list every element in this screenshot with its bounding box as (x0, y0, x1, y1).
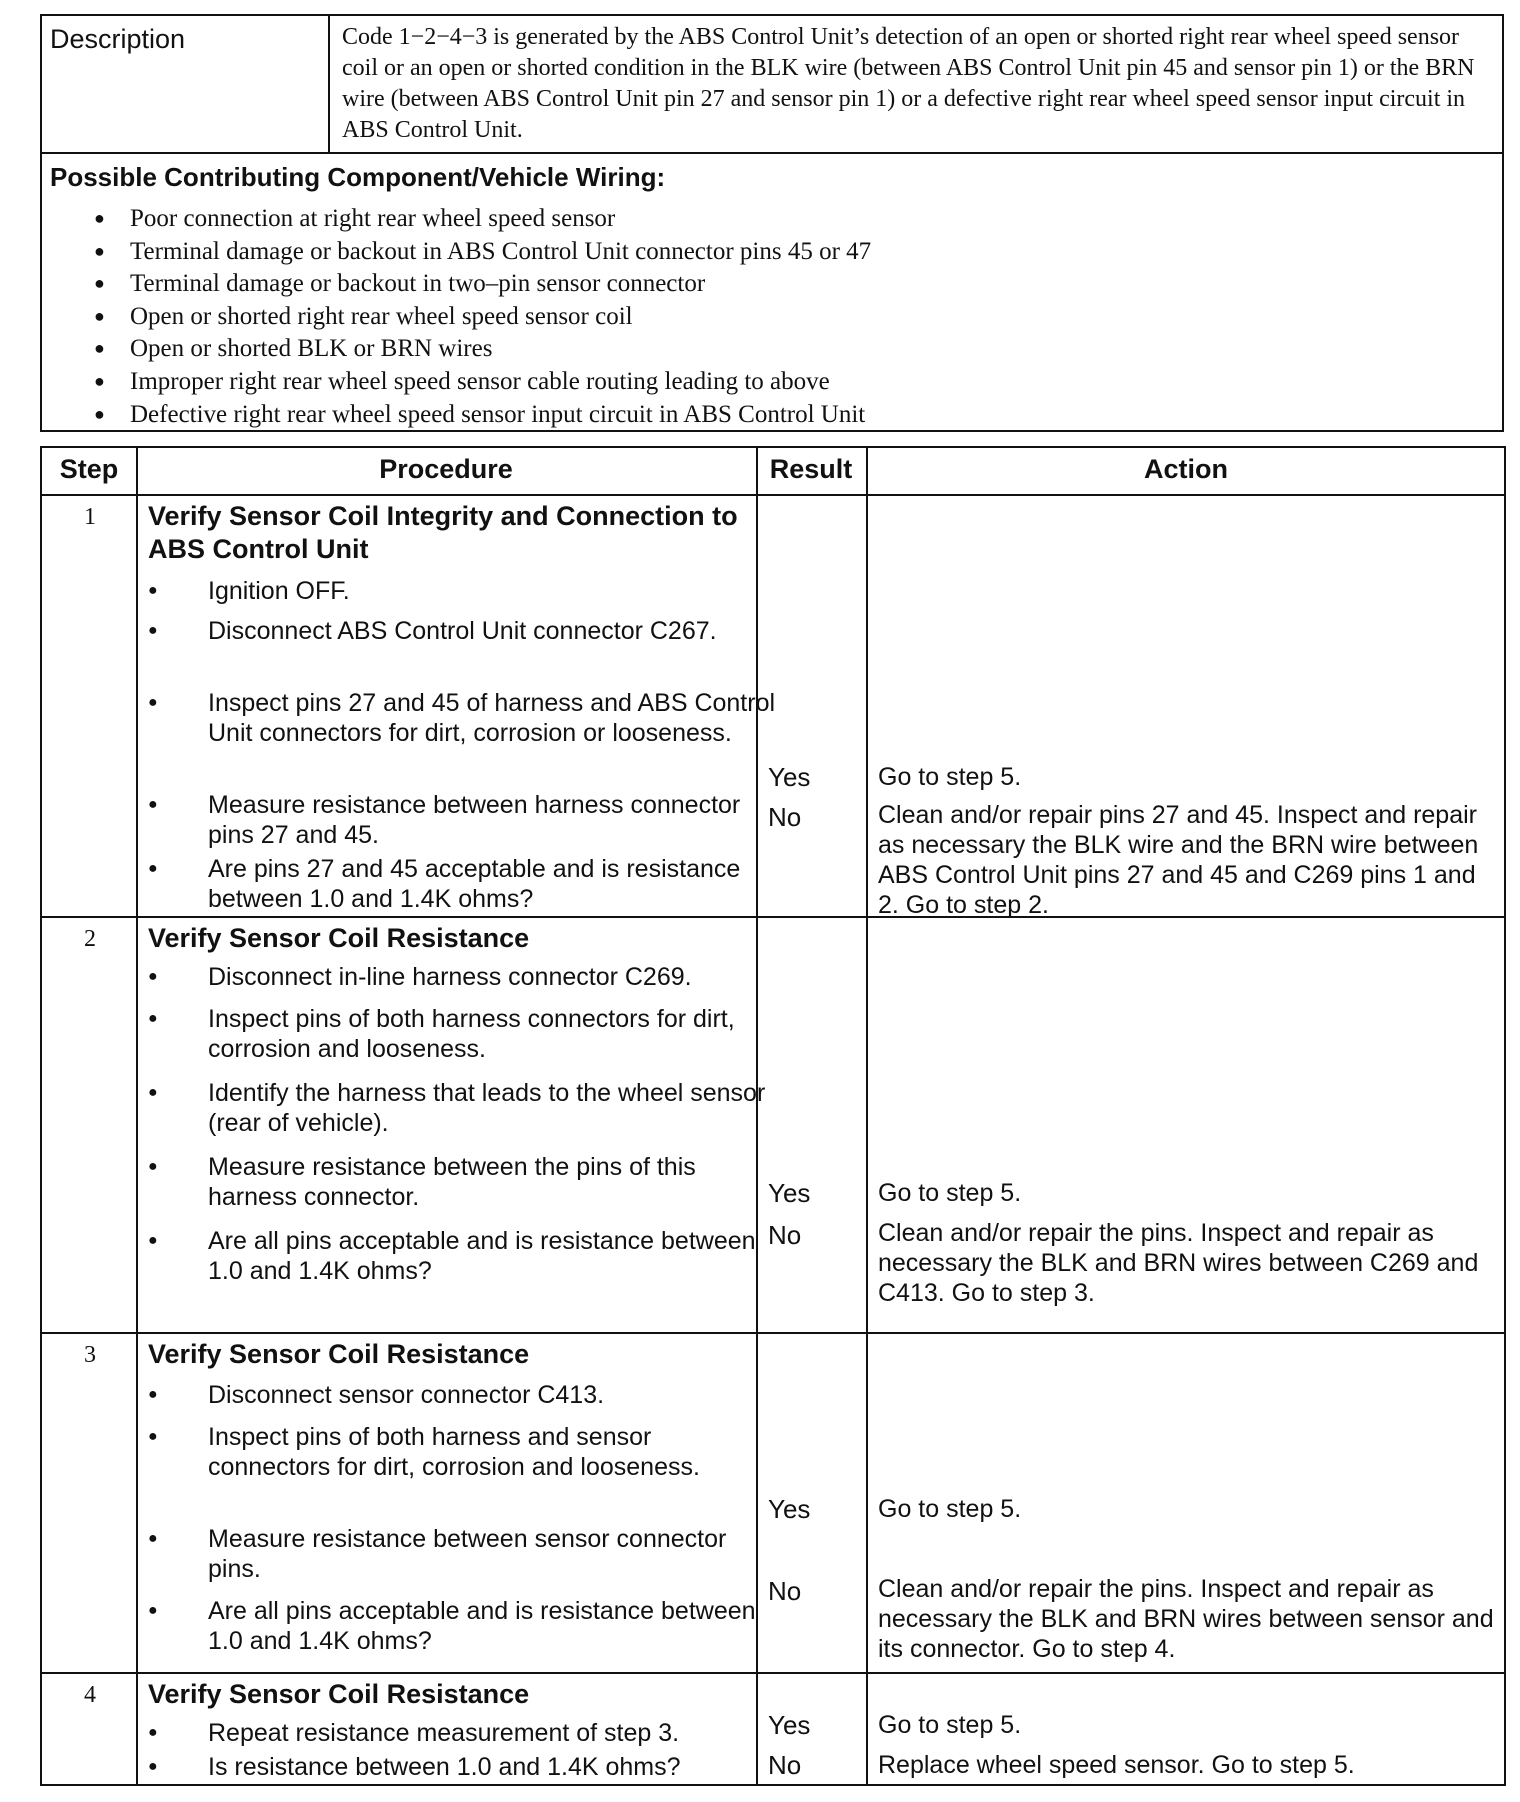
result-no: No (768, 1576, 802, 1606)
list-item: ● Poor connection at right rear wheel speed sensor (94, 202, 871, 235)
bullet-icon: ● (148, 694, 158, 711)
procedure-item: ● Measure resistance between the pins of this harness connector. (148, 1153, 696, 1211)
column-divider (136, 448, 138, 1784)
step-number: 2 (84, 926, 96, 952)
procedure-item: ● Inspect pins of both harness and sensor connectors for dirt, corrosion and looseness. (148, 1423, 700, 1481)
header-action: Action (1144, 454, 1228, 484)
bullet-icon: ● (94, 305, 105, 326)
row-divider (42, 494, 1504, 496)
description-label: Description (42, 16, 330, 154)
result-no: No (768, 1220, 802, 1250)
bullet-icon: ● (148, 796, 158, 813)
result-yes: Yes (768, 1494, 811, 1524)
step-title: Verify Sensor Coil Integrity and Connection to ABS Control Unit (148, 501, 738, 564)
contributing-title: Possible Contributing Component/Vehicle Wiring: (50, 162, 666, 192)
list-item: ● Terminal damage or backout in ABS Control Unit connector pins 45 or 47 (94, 235, 871, 268)
list-item: ● Defective right rear wheel speed sensor input circuit in ABS Control Unit (94, 398, 871, 431)
bullet-icon: ● (94, 403, 105, 424)
result-no: No (768, 1750, 802, 1780)
header-procedure: Procedure (379, 454, 513, 484)
action-yes: Go to step 5. (878, 763, 1022, 791)
bullet-icon: ● (148, 1232, 158, 1249)
bullet-icon: ● (94, 370, 105, 391)
row-divider (42, 1332, 1504, 1334)
list-item: ● Open or shorted BLK or BRN wires (94, 332, 871, 365)
action-no: Clean and/or repair the pins. Inspect and repair as necessary the BLK and BRN wires between sensor and its connector. Go to step 4. (878, 1575, 1494, 1663)
step-title: Verify Sensor Coil Resistance (148, 923, 530, 953)
bullet-icon: ● (148, 1724, 158, 1741)
list-item: ● Open or shorted right rear wheel speed sensor coil (94, 300, 871, 333)
procedure-item: ● Repeat resistance measurement of step 3. (148, 1719, 680, 1747)
procedure-item: ● Measure resistance between harness connector pins 27 and 45. (148, 791, 741, 849)
bullet-icon: ● (148, 1428, 158, 1445)
list-item: ● Improper right rear wheel speed sensor cable routing leading to above (94, 365, 871, 398)
header-result: Result (769, 454, 853, 484)
step-number: 4 (84, 1682, 96, 1708)
bullet-icon: ● (148, 1602, 158, 1619)
action-no: Clean and/or repair pins 27 and 45. Inspect and repair as necessary the BLK wire and the BRN wire between ABS Control Unit pins 27 and 45 and C269 pins 1 and 2. Go to step 2. (878, 801, 1479, 919)
procedure-item: ● Are pins 27 and 45 acceptable and is resistance between 1.0 and 1.4K ohms? (148, 855, 741, 913)
procedure-item: ● Disconnect ABS Control Unit connector C267. (148, 617, 717, 645)
bullet-icon: ● (148, 968, 158, 985)
contributing-list (94, 202, 871, 430)
bullet-icon: ● (148, 1386, 158, 1403)
description-box (40, 14, 1504, 432)
bullet-icon: ● (148, 1010, 158, 1027)
procedure-item: ● Are all pins acceptable and is resistance between 1.0 and 1.4K ohms? (148, 1227, 756, 1285)
row-divider (42, 1672, 1504, 1674)
bullet-icon: ● (148, 622, 158, 639)
header-step: Step (59, 454, 119, 484)
description-text: Code 1−2−4−3 is generated by the ABS Control Unit’s detection of an open or shorted right rear wheel speed sensor coil or an open or shorted condition in the BLK wire (between ABS Control Unit pin 45 and sensor pin 1) or the BRN wire (between ABS Control Unit pin 27 and sensor pin 1) or a defective right rear wheel speed sensor input circuit in ABS Control Unit. (330, 16, 1502, 154)
bullet-icon: ● (148, 1158, 158, 1175)
bullet-icon: ● (94, 208, 105, 228)
bullet-icon: ● (148, 1758, 158, 1775)
bullet-icon: ● (148, 582, 158, 599)
procedure-item: ● Inspect pins of both harness connectors for dirt, corrosion and looseness. (148, 1005, 735, 1063)
result-yes: Yes (768, 1710, 811, 1740)
bullet-icon: ● (94, 240, 105, 261)
bullet-icon: ● (94, 273, 105, 294)
bullet-icon: ● (94, 338, 105, 359)
action-no: Clean and/or repair the pins. Inspect and repair as necessary the BLK and BRN wires between C269 and C413. Go to step 3. (878, 1219, 1479, 1307)
procedure-item: ● Ignition OFF. (148, 577, 350, 605)
action-yes: Go to step 5. (878, 1495, 1022, 1523)
procedure-item: ● Is resistance between 1.0 and 1.4K ohms? (148, 1753, 681, 1781)
bullet-icon: ● (148, 860, 158, 877)
procedure-item: ● Are all pins acceptable and is resistance between 1.0 and 1.4K ohms? (148, 1597, 756, 1655)
result-yes: Yes (768, 762, 811, 792)
result-no: No (768, 802, 802, 832)
bullet-icon: ● (148, 1530, 158, 1547)
procedure-item: ● Inspect pins 27 and 45 of harness and ABS Control Unit connectors for dirt, corrosion or looseness. (148, 689, 776, 747)
procedure-item: ● Identify the harness that leads to the wheel sensor (rear of vehicle). (148, 1079, 766, 1137)
action-no: Replace wheel speed sensor. Go to step 5. (878, 1751, 1355, 1779)
column-divider (866, 448, 868, 1784)
procedure-item: ● Measure resistance between sensor connector pins. (148, 1525, 727, 1583)
list-item: ● Terminal damage or backout in two–pin sensor connector (94, 267, 871, 300)
action-yes: Go to step 5. (878, 1179, 1022, 1207)
action-yes: Go to step 5. (878, 1711, 1022, 1739)
bullet-icon: ● (148, 1084, 158, 1101)
procedure-item: ● Disconnect in-line harness connector C269. (148, 963, 692, 991)
step-number: 3 (84, 1342, 96, 1368)
result-yes: Yes (768, 1178, 811, 1208)
step-title: Verify Sensor Coil Resistance (148, 1679, 530, 1709)
step-title: Verify Sensor Coil Resistance (148, 1339, 530, 1369)
step-number: 1 (84, 504, 96, 530)
procedure-item: ● Disconnect sensor connector C413. (148, 1381, 605, 1409)
procedure-table (40, 446, 1506, 1786)
